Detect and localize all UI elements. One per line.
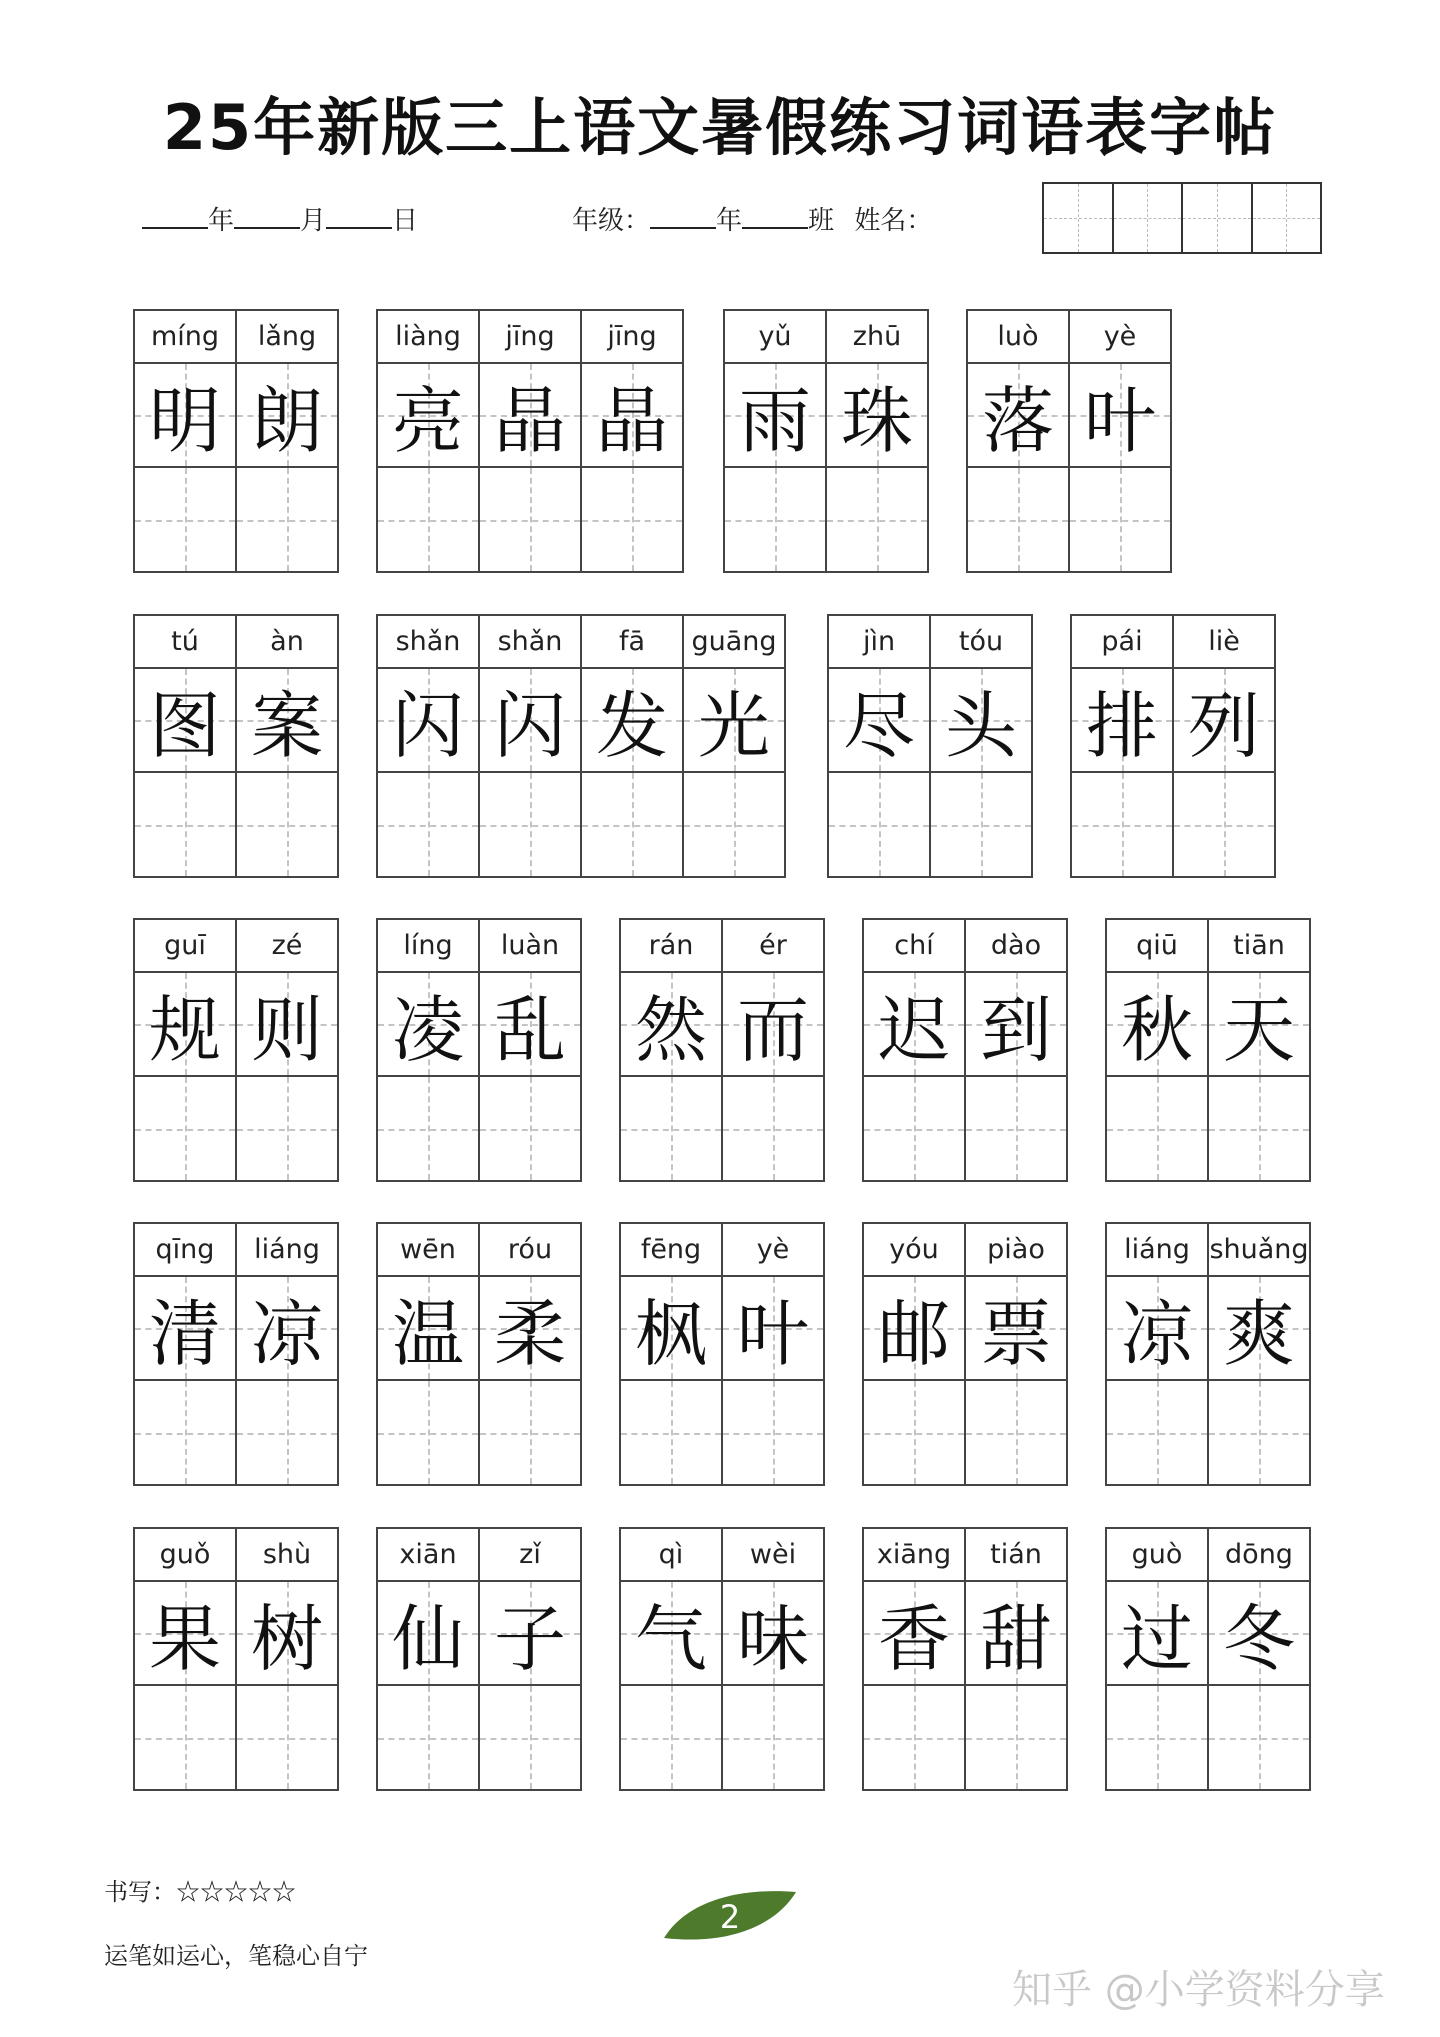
practice-box[interactable] xyxy=(723,1686,823,1789)
word-box xyxy=(133,614,339,878)
day-blank[interactable] xyxy=(326,205,392,229)
practice-box[interactable] xyxy=(480,773,580,876)
class-blank[interactable] xyxy=(742,205,808,229)
word-box xyxy=(619,918,825,1182)
practice-box[interactable] xyxy=(378,1077,478,1180)
practice-box[interactable] xyxy=(378,773,478,876)
hanzi-char: 闪 xyxy=(391,684,464,769)
practice-box[interactable] xyxy=(1107,1077,1207,1180)
char-cell xyxy=(376,918,480,1182)
hanzi-model xyxy=(1070,364,1170,468)
name-cell[interactable] xyxy=(1114,184,1184,252)
pinyin: liáng xyxy=(237,1224,337,1277)
hanzi-char: 发 xyxy=(595,684,668,769)
practice-box[interactable] xyxy=(582,468,682,571)
char-cell xyxy=(580,309,684,573)
char-cell xyxy=(1207,1222,1311,1486)
hanzi-model xyxy=(135,364,235,468)
hanzi-char: 珠 xyxy=(840,379,913,464)
writing-rating: 书写：☆☆☆☆☆ xyxy=(104,1878,296,1906)
pinyin: liè xyxy=(1174,616,1274,669)
practice-box[interactable] xyxy=(378,1686,478,1789)
hanzi-char: 头 xyxy=(944,684,1017,769)
class-label: 班 xyxy=(808,206,835,236)
hanzi-char: 邮 xyxy=(877,1292,950,1377)
hanzi-model xyxy=(237,1277,337,1381)
char-cell xyxy=(1207,1527,1311,1791)
word-box xyxy=(133,1222,339,1486)
word-box xyxy=(619,1527,825,1791)
hanzi-model xyxy=(864,1582,964,1686)
pinyin: míng xyxy=(135,311,235,364)
practice-box[interactable] xyxy=(1209,1686,1309,1789)
practice-box[interactable] xyxy=(378,468,478,571)
hanzi-char: 甜 xyxy=(979,1597,1052,1682)
hanzi-char: 排 xyxy=(1085,684,1158,769)
hanzi-char: 光 xyxy=(697,684,770,769)
word-box xyxy=(133,1527,339,1791)
char-cell xyxy=(964,918,1068,1182)
hanzi-char: 乱 xyxy=(493,988,566,1073)
char-cell xyxy=(133,918,237,1182)
hanzi-model xyxy=(480,973,580,1077)
practice-box[interactable] xyxy=(237,1381,337,1484)
practice-box[interactable] xyxy=(582,773,682,876)
practice-box[interactable] xyxy=(621,1077,721,1180)
hanzi-model xyxy=(968,364,1068,468)
pinyin: tián xyxy=(966,1529,1066,1582)
hanzi-char: 而 xyxy=(736,988,809,1073)
hanzi-model xyxy=(480,669,580,773)
pinyin: zhū xyxy=(827,311,927,364)
grade-label: 年级： xyxy=(572,206,651,236)
practice-box[interactable] xyxy=(237,1077,337,1180)
hanzi-char: 爽 xyxy=(1222,1292,1295,1377)
day-label: 日 xyxy=(392,206,419,236)
char-cell xyxy=(827,614,931,878)
hanzi-char: 列 xyxy=(1187,684,1260,769)
hanzi-char: 晶 xyxy=(595,379,668,464)
char-cell xyxy=(862,1222,966,1486)
hanzi-char: 朗 xyxy=(250,379,323,464)
word-box xyxy=(862,1527,1068,1791)
practice-box[interactable] xyxy=(684,773,784,876)
hanzi-model xyxy=(378,1277,478,1381)
practice-box[interactable] xyxy=(480,1381,580,1484)
name-label: 姓名： xyxy=(854,206,933,236)
char-cell xyxy=(133,614,237,878)
practice-box[interactable] xyxy=(1072,773,1172,876)
pinyin: lǎng xyxy=(237,311,337,364)
pinyin: guī xyxy=(135,920,235,973)
hanzi-char: 亮 xyxy=(391,379,464,464)
pinyin: jīng xyxy=(582,311,682,364)
name-cell[interactable] xyxy=(1044,184,1114,252)
hanzi-char: 枫 xyxy=(634,1292,707,1377)
page-number: 2 xyxy=(719,1898,741,1936)
pinyin: wèi xyxy=(723,1529,823,1582)
hanzi-char: 迟 xyxy=(877,988,950,1073)
pinyin: fā xyxy=(582,616,682,669)
practice-box[interactable] xyxy=(1209,1077,1309,1180)
pinyin: guāng xyxy=(684,616,784,669)
hanzi-model xyxy=(582,669,682,773)
practice-box[interactable] xyxy=(1107,1686,1207,1789)
hanzi-model xyxy=(864,973,964,1077)
char-cell xyxy=(478,1527,582,1791)
hanzi-model xyxy=(931,669,1031,773)
hanzi-char: 味 xyxy=(736,1597,809,1682)
pinyin: liàng xyxy=(378,311,478,364)
hanzi-model xyxy=(827,364,927,468)
hanzi-char: 仙 xyxy=(391,1597,464,1682)
char-cell xyxy=(376,1222,480,1486)
hanzi-model xyxy=(1107,973,1207,1077)
practice-box[interactable] xyxy=(621,1686,721,1789)
practice-box[interactable] xyxy=(968,468,1068,571)
watermark: 知乎 @小学资料分享 xyxy=(1012,1967,1385,2013)
pinyin: jīng xyxy=(480,311,580,364)
hanzi-model xyxy=(864,1277,964,1381)
page-title: 25年新版三上语文暑假练习词语表字帖 xyxy=(162,91,1278,164)
hanzi-char: 树 xyxy=(250,1597,323,1682)
word-box xyxy=(133,918,339,1182)
char-cell xyxy=(721,1527,825,1791)
hanzi-char: 柔 xyxy=(493,1292,566,1377)
word-box xyxy=(862,1222,1068,1486)
hanzi-model xyxy=(1209,973,1309,1077)
word-box xyxy=(723,309,929,573)
hanzi-char: 过 xyxy=(1120,1597,1193,1682)
hanzi-model xyxy=(723,973,823,1077)
char-cell xyxy=(133,309,237,573)
char-cell xyxy=(478,1222,582,1486)
pinyin: tiān xyxy=(1209,920,1309,973)
char-cell xyxy=(825,309,929,573)
hanzi-char: 然 xyxy=(634,988,707,1073)
practice-box[interactable] xyxy=(237,468,337,571)
name-grid[interactable] xyxy=(1042,182,1322,254)
hanzi-model xyxy=(480,1277,580,1381)
hanzi-model xyxy=(966,1277,1066,1381)
hanzi-model xyxy=(829,669,929,773)
hanzi-model xyxy=(966,1582,1066,1686)
hanzi-model xyxy=(378,669,478,773)
char-cell xyxy=(235,1222,339,1486)
hanzi-char: 雨 xyxy=(738,379,811,464)
word-box xyxy=(1105,1222,1311,1486)
pinyin: tú xyxy=(135,616,235,669)
practice-box[interactable] xyxy=(480,468,580,571)
hanzi-model xyxy=(237,364,337,468)
pinyin: fēng xyxy=(621,1224,721,1277)
word-box xyxy=(133,309,339,573)
word-box xyxy=(1105,1527,1311,1791)
pinyin: shuǎng xyxy=(1209,1224,1309,1277)
pinyin: liáng xyxy=(1107,1224,1207,1277)
word-box xyxy=(376,918,582,1182)
hanzi-model xyxy=(480,364,580,468)
hanzi-char: 明 xyxy=(148,379,221,464)
pinyin: qīng xyxy=(135,1224,235,1277)
practice-box[interactable] xyxy=(723,1381,823,1484)
hanzi-model xyxy=(1209,1582,1309,1686)
hanzi-model xyxy=(684,669,784,773)
practice-box[interactable] xyxy=(966,1381,1066,1484)
hanzi-model xyxy=(378,364,478,468)
hanzi-model xyxy=(1107,1582,1207,1686)
practice-box[interactable] xyxy=(237,773,337,876)
hanzi-char: 子 xyxy=(493,1597,566,1682)
hanzi-model xyxy=(378,1582,478,1686)
practice-box[interactable] xyxy=(480,1077,580,1180)
hanzi-model xyxy=(1072,669,1172,773)
practice-box[interactable] xyxy=(1174,773,1274,876)
hanzi-char: 冬 xyxy=(1222,1597,1295,1682)
hanzi-model xyxy=(582,364,682,468)
pinyin: tóu xyxy=(931,616,1031,669)
page-number-leaf-icon xyxy=(660,1886,800,1946)
practice-box[interactable] xyxy=(966,1077,1066,1180)
pinyin: qì xyxy=(621,1529,721,1582)
practice-box[interactable] xyxy=(966,1686,1066,1789)
char-cell xyxy=(376,309,480,573)
hanzi-char: 温 xyxy=(391,1292,464,1377)
char-cell xyxy=(478,918,582,1182)
practice-box[interactable] xyxy=(1070,468,1170,571)
hanzi-char: 落 xyxy=(981,379,1054,464)
word-box xyxy=(376,1527,582,1791)
pinyin: chí xyxy=(864,920,964,973)
hanzi-model xyxy=(1107,1277,1207,1381)
grade-year-label: 年 xyxy=(716,206,743,236)
practice-box[interactable] xyxy=(621,1381,721,1484)
char-cell xyxy=(1105,1527,1209,1791)
char-cell xyxy=(235,309,339,573)
pinyin: shǎn xyxy=(480,616,580,669)
char-cell xyxy=(721,918,825,1182)
hanzi-model xyxy=(135,1277,235,1381)
pinyin: yè xyxy=(723,1224,823,1277)
practice-box[interactable] xyxy=(135,468,235,571)
practice-box[interactable] xyxy=(864,1381,964,1484)
practice-box[interactable] xyxy=(864,1686,964,1789)
year-label: 年 xyxy=(208,206,235,236)
practice-box[interactable] xyxy=(480,1686,580,1789)
hanzi-model xyxy=(480,1582,580,1686)
word-box xyxy=(966,309,1172,573)
char-cell xyxy=(1172,614,1276,878)
practice-box[interactable] xyxy=(135,1381,235,1484)
char-cell xyxy=(1070,614,1174,878)
practice-box[interactable] xyxy=(827,468,927,571)
practice-box[interactable] xyxy=(135,1077,235,1180)
char-cell xyxy=(721,1222,825,1486)
pinyin: dōng xyxy=(1209,1529,1309,1582)
hanzi-model xyxy=(966,973,1066,1077)
practice-box[interactable] xyxy=(237,1686,337,1789)
hanzi-char: 叶 xyxy=(1083,379,1156,464)
motto: 运笔如运心，笔稳心自宁 xyxy=(104,1942,368,1970)
pinyin: piào xyxy=(966,1224,1066,1277)
char-cell xyxy=(580,614,684,878)
pinyin: shù xyxy=(237,1529,337,1582)
char-cell xyxy=(1105,918,1209,1182)
hanzi-char: 尽 xyxy=(842,684,915,769)
pinyin: luàn xyxy=(480,920,580,973)
hanzi-model xyxy=(621,1277,721,1381)
pinyin: pái xyxy=(1072,616,1172,669)
hanzi-model xyxy=(723,1582,823,1686)
practice-box[interactable] xyxy=(1209,1381,1309,1484)
hanzi-model xyxy=(621,1582,721,1686)
practice-box[interactable] xyxy=(829,773,929,876)
hanzi-char: 图 xyxy=(148,684,221,769)
word-box xyxy=(1105,918,1311,1182)
hanzi-char: 则 xyxy=(250,988,323,1073)
char-cell xyxy=(964,1527,1068,1791)
hanzi-model xyxy=(135,1582,235,1686)
char-cell xyxy=(376,614,480,878)
hanzi-model xyxy=(378,973,478,1077)
practice-box[interactable] xyxy=(864,1077,964,1180)
pinyin: guò xyxy=(1107,1529,1207,1582)
pinyin: luò xyxy=(968,311,1068,364)
char-cell xyxy=(723,309,827,573)
hanzi-char: 规 xyxy=(148,988,221,1073)
pinyin: yǔ xyxy=(725,311,825,364)
pinyin: líng xyxy=(378,920,478,973)
char-cell xyxy=(133,1527,237,1791)
month-label: 月 xyxy=(300,206,327,236)
word-box xyxy=(376,1222,582,1486)
practice-box[interactable] xyxy=(1107,1381,1207,1484)
practice-box[interactable] xyxy=(135,1686,235,1789)
pinyin: ér xyxy=(723,920,823,973)
pinyin: wēn xyxy=(378,1224,478,1277)
pinyin: róu xyxy=(480,1224,580,1277)
char-cell xyxy=(862,918,966,1182)
word-box xyxy=(376,614,786,878)
hanzi-char: 天 xyxy=(1222,988,1295,1073)
word-box xyxy=(827,614,1033,878)
hanzi-char: 凉 xyxy=(250,1292,323,1377)
word-box xyxy=(619,1222,825,1486)
hanzi-char: 气 xyxy=(634,1597,707,1682)
pinyin: dào xyxy=(966,920,1066,973)
pinyin: yóu xyxy=(864,1224,964,1277)
hanzi-model xyxy=(135,973,235,1077)
hanzi-char: 晶 xyxy=(493,379,566,464)
hanzi-model xyxy=(237,973,337,1077)
char-cell xyxy=(376,1527,480,1791)
pinyin: shǎn xyxy=(378,616,478,669)
word-box xyxy=(376,309,684,573)
hanzi-char: 闪 xyxy=(493,684,566,769)
char-cell xyxy=(929,614,1033,878)
pinyin: jìn xyxy=(829,616,929,669)
char-cell xyxy=(1068,309,1172,573)
practice-box[interactable] xyxy=(135,773,235,876)
pinyin: rán xyxy=(621,920,721,973)
hanzi-char: 香 xyxy=(877,1597,950,1682)
hanzi-model xyxy=(135,669,235,773)
hanzi-model xyxy=(1174,669,1274,773)
hanzi-model xyxy=(621,973,721,1077)
char-cell xyxy=(1105,1222,1209,1486)
char-cell xyxy=(862,1527,966,1791)
month-blank[interactable] xyxy=(234,205,300,229)
word-box xyxy=(1070,614,1276,878)
practice-box[interactable] xyxy=(725,468,825,571)
char-cell xyxy=(235,918,339,1182)
hanzi-char: 果 xyxy=(148,1597,221,1682)
grade-field xyxy=(572,200,932,237)
practice-box[interactable] xyxy=(378,1381,478,1484)
hanzi-char: 凌 xyxy=(391,988,464,1073)
char-cell xyxy=(235,614,339,878)
char-cell xyxy=(235,1527,339,1791)
pinyin: yè xyxy=(1070,311,1170,364)
char-cell xyxy=(133,1222,237,1486)
hanzi-char: 清 xyxy=(148,1292,221,1377)
char-cell xyxy=(682,614,786,878)
pinyin: zǐ xyxy=(480,1529,580,1582)
char-cell xyxy=(619,1222,723,1486)
hanzi-char: 凉 xyxy=(1120,1292,1193,1377)
pinyin: xiān xyxy=(378,1529,478,1582)
practice-box[interactable] xyxy=(931,773,1031,876)
year-blank[interactable] xyxy=(142,205,208,229)
date-field xyxy=(142,200,418,237)
pinyin: guǒ xyxy=(135,1529,235,1582)
char-cell xyxy=(966,309,1070,573)
char-cell xyxy=(478,614,582,878)
practice-box[interactable] xyxy=(723,1077,823,1180)
hanzi-model xyxy=(237,669,337,773)
hanzi-char: 到 xyxy=(979,988,1052,1073)
pinyin: àn xyxy=(237,616,337,669)
hanzi-model xyxy=(237,1582,337,1686)
hanzi-model xyxy=(725,364,825,468)
pinyin: qiū xyxy=(1107,920,1207,973)
hanzi-char: 秋 xyxy=(1120,988,1193,1073)
word-box xyxy=(862,918,1068,1182)
name-cell[interactable] xyxy=(1253,184,1321,252)
hanzi-char: 案 xyxy=(250,684,323,769)
char-cell xyxy=(964,1222,1068,1486)
name-cell[interactable] xyxy=(1183,184,1253,252)
hanzi-char: 票 xyxy=(979,1292,1052,1377)
pinyin: zé xyxy=(237,920,337,973)
hanzi-char: 叶 xyxy=(736,1292,809,1377)
char-cell xyxy=(478,309,582,573)
char-cell xyxy=(619,1527,723,1791)
char-cell xyxy=(1207,918,1311,1182)
hanzi-model xyxy=(1209,1277,1309,1381)
char-cell xyxy=(619,918,723,1182)
grade-blank[interactable] xyxy=(650,205,716,229)
pinyin: xiāng xyxy=(864,1529,964,1582)
hanzi-model xyxy=(723,1277,823,1381)
